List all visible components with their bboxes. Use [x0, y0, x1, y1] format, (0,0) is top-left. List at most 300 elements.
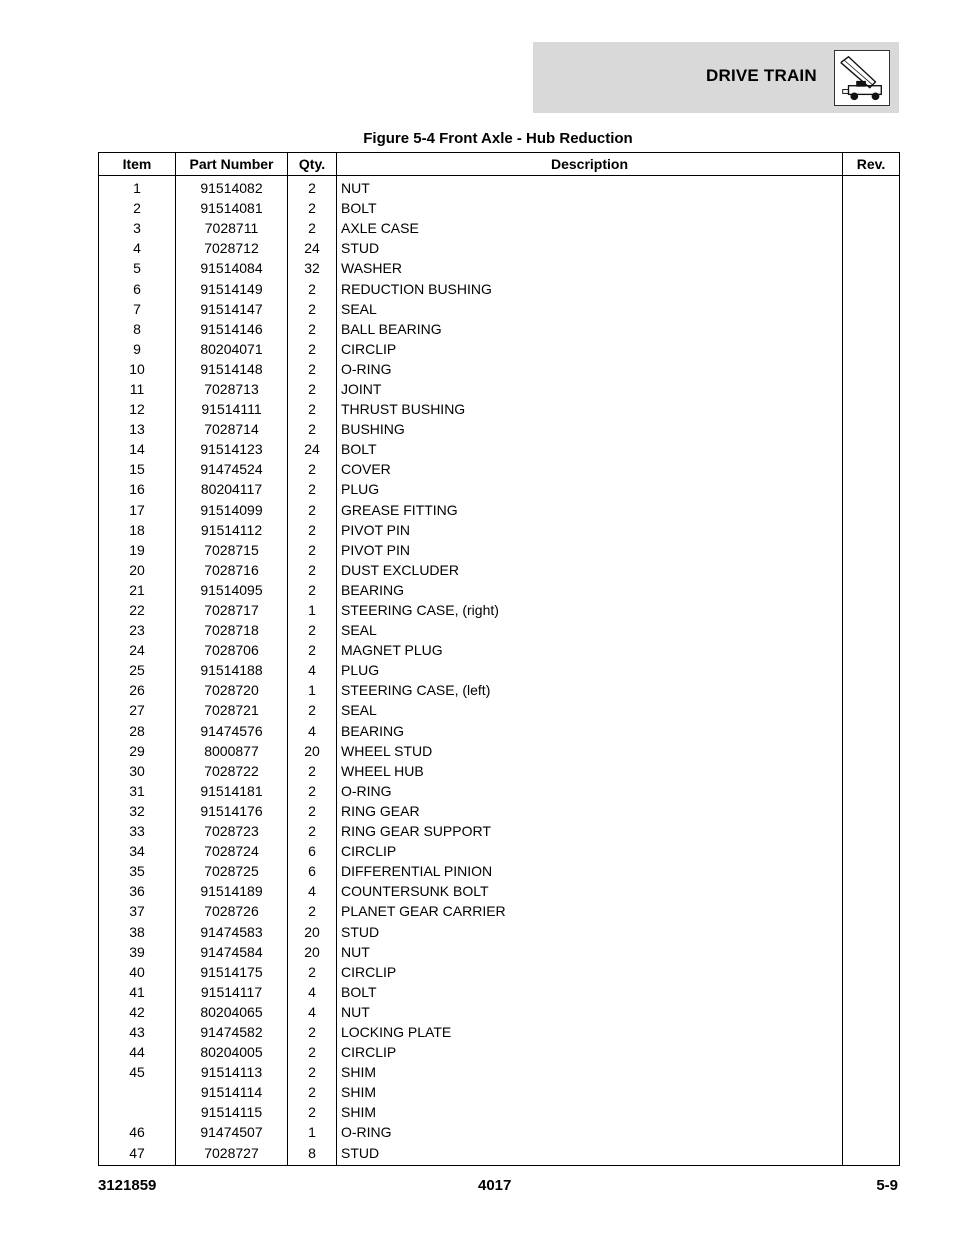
cell-rev	[843, 1022, 900, 1042]
table-row	[99, 901, 900, 921]
cell-item: 41	[99, 982, 176, 1002]
cell-rev	[843, 258, 900, 278]
cell-rev	[843, 620, 900, 640]
cell-part-number: 91514114	[176, 1082, 288, 1102]
cell-rev	[843, 299, 900, 319]
cell-qty: 2	[288, 580, 337, 600]
table-row	[99, 198, 900, 218]
cell-description: STUD	[337, 1143, 843, 1166]
table-row	[99, 1062, 900, 1082]
table-row	[99, 781, 900, 801]
table-row	[99, 942, 900, 962]
cell-rev	[843, 479, 900, 499]
cell-qty: 32	[288, 258, 337, 278]
cell-description: BEARING	[337, 580, 843, 600]
cell-item	[99, 1102, 176, 1122]
table-row	[99, 640, 900, 660]
cell-description: STEERING CASE, (left)	[337, 680, 843, 700]
table-row	[99, 339, 900, 359]
cell-item: 44	[99, 1042, 176, 1062]
cell-qty: 2	[288, 700, 337, 720]
table-row	[99, 600, 900, 620]
cell-qty: 1	[288, 1122, 337, 1142]
cell-qty: 2	[288, 801, 337, 821]
cell-description: NUT	[337, 1002, 843, 1022]
cell-rev	[843, 238, 900, 258]
cell-part-number: 80204117	[176, 479, 288, 499]
table-row	[99, 620, 900, 640]
cell-description: BALL BEARING	[337, 319, 843, 339]
cell-part-number: 91514117	[176, 982, 288, 1002]
cell-description: BOLT	[337, 982, 843, 1002]
cell-item: 10	[99, 359, 176, 379]
cell-part-number: 7028718	[176, 620, 288, 640]
cell-qty: 2	[288, 761, 337, 781]
table-row	[99, 520, 900, 540]
cell-item: 1	[99, 176, 176, 199]
cell-qty: 6	[288, 841, 337, 861]
cell-rev	[843, 1042, 900, 1062]
cell-description: THRUST BUSHING	[337, 399, 843, 419]
table-row	[99, 560, 900, 580]
cell-description: CIRCLIP	[337, 962, 843, 982]
table-row	[99, 359, 900, 379]
table-row	[99, 801, 900, 821]
cell-part-number: 91514099	[176, 500, 288, 520]
cell-part-number: 7028727	[176, 1143, 288, 1166]
cell-rev	[843, 781, 900, 801]
parts-table-body	[99, 176, 900, 1166]
figure-title: Figure 5-4 Front Axle - Hub Reduction	[363, 130, 633, 147]
cell-description: PLUG	[337, 660, 843, 680]
cell-item: 23	[99, 620, 176, 640]
cell-part-number: 7028723	[176, 821, 288, 841]
table-row	[99, 238, 900, 258]
table-row	[99, 176, 900, 199]
cell-description: PIVOT PIN	[337, 520, 843, 540]
cell-description: WHEEL HUB	[337, 761, 843, 781]
cell-description: COVER	[337, 459, 843, 479]
cell-rev	[843, 1002, 900, 1022]
table-row	[99, 700, 900, 720]
cell-description: WASHER	[337, 258, 843, 278]
cell-part-number: 91514181	[176, 781, 288, 801]
table-row	[99, 962, 900, 982]
cell-part-number: 7028713	[176, 379, 288, 399]
cell-description: AXLE CASE	[337, 218, 843, 238]
cell-rev	[843, 1082, 900, 1102]
cell-part-number: 91514112	[176, 520, 288, 540]
table-row	[99, 299, 900, 319]
cell-part-number: 7028712	[176, 238, 288, 258]
table-row	[99, 921, 900, 941]
parts-table	[98, 152, 900, 1166]
cell-qty: 2	[288, 379, 337, 399]
cell-description: SEAL	[337, 620, 843, 640]
cell-rev	[843, 379, 900, 399]
cell-part-number: 91514095	[176, 580, 288, 600]
cell-item: 46	[99, 1122, 176, 1142]
cell-item: 45	[99, 1062, 176, 1082]
cell-part-number: 7028715	[176, 540, 288, 560]
table-row	[99, 1122, 900, 1142]
cell-item: 4	[99, 238, 176, 258]
footer-model: 4017	[478, 1177, 512, 1194]
cell-rev	[843, 218, 900, 238]
cell-description: O-RING	[337, 1122, 843, 1142]
cell-rev	[843, 942, 900, 962]
cell-item: 36	[99, 881, 176, 901]
cell-qty: 4	[288, 660, 337, 680]
cell-rev	[843, 339, 900, 359]
cell-item: 9	[99, 339, 176, 359]
cell-description: REDUCTION BUSHING	[337, 278, 843, 298]
cell-part-number: 80204005	[176, 1042, 288, 1062]
cell-item: 13	[99, 419, 176, 439]
cell-description: STUD	[337, 921, 843, 941]
table-row	[99, 1143, 900, 1166]
cell-description: JOINT	[337, 379, 843, 399]
cell-description: BOLT	[337, 198, 843, 218]
cell-part-number: 80204071	[176, 339, 288, 359]
cell-qty: 4	[288, 721, 337, 741]
table-row	[99, 741, 900, 761]
cell-description: SHIM	[337, 1102, 843, 1122]
cell-qty: 2	[288, 520, 337, 540]
cell-qty: 2	[288, 176, 337, 199]
cell-qty: 2	[288, 218, 337, 238]
cell-qty: 2	[288, 901, 337, 921]
cell-qty: 20	[288, 921, 337, 941]
cell-part-number: 91514115	[176, 1102, 288, 1122]
cell-rev	[843, 419, 900, 439]
cell-item	[99, 1082, 176, 1102]
cell-qty: 24	[288, 439, 337, 459]
cell-part-number: 7028726	[176, 901, 288, 921]
table-row	[99, 881, 900, 901]
column-header-item: Item	[99, 153, 176, 176]
cell-qty: 2	[288, 419, 337, 439]
cell-item: 19	[99, 540, 176, 560]
cell-qty: 2	[288, 640, 337, 660]
cell-part-number: 91474583	[176, 921, 288, 941]
column-header-qty: Qty.	[288, 153, 337, 176]
cell-description: DIFFERENTIAL PINION	[337, 861, 843, 881]
cell-item: 31	[99, 781, 176, 801]
cell-description: PIVOT PIN	[337, 540, 843, 560]
cell-part-number: 91514146	[176, 319, 288, 339]
cell-rev	[843, 700, 900, 720]
cell-item: 12	[99, 399, 176, 419]
cell-rev	[843, 1122, 900, 1142]
cell-description: O-RING	[337, 359, 843, 379]
cell-description: BEARING	[337, 721, 843, 741]
table-row	[99, 982, 900, 1002]
cell-qty: 2	[288, 962, 337, 982]
cell-rev	[843, 580, 900, 600]
cell-description: WHEEL STUD	[337, 741, 843, 761]
cell-rev	[843, 176, 900, 199]
cell-part-number: 91514175	[176, 962, 288, 982]
cell-description: CIRCLIP	[337, 841, 843, 861]
cell-description: BOLT	[337, 439, 843, 459]
cell-rev	[843, 540, 900, 560]
cell-part-number: 91514081	[176, 198, 288, 218]
cell-qty: 2	[288, 781, 337, 801]
cell-rev	[843, 319, 900, 339]
table-row	[99, 1102, 900, 1122]
cell-description: SEAL	[337, 700, 843, 720]
cell-item: 38	[99, 921, 176, 941]
cell-qty: 2	[288, 1022, 337, 1042]
cell-part-number: 91474524	[176, 459, 288, 479]
cell-qty: 1	[288, 600, 337, 620]
cell-description: NUT	[337, 176, 843, 199]
cell-rev	[843, 721, 900, 741]
cell-item: 5	[99, 258, 176, 278]
cell-item: 42	[99, 1002, 176, 1022]
table-row	[99, 861, 900, 881]
cell-description: STEERING CASE, (right)	[337, 600, 843, 620]
cell-description: COUNTERSUNK BOLT	[337, 881, 843, 901]
cell-rev	[843, 640, 900, 660]
cell-qty: 2	[288, 399, 337, 419]
cell-qty: 2	[288, 620, 337, 640]
cell-rev	[843, 1062, 900, 1082]
section-title: DRIVE TRAIN	[706, 66, 817, 85]
cell-part-number: 91474507	[176, 1122, 288, 1142]
cell-rev	[843, 660, 900, 680]
cell-qty: 24	[288, 238, 337, 258]
cell-part-number: 91514188	[176, 660, 288, 680]
cell-qty: 2	[288, 500, 337, 520]
cell-qty: 2	[288, 1082, 337, 1102]
cell-qty: 2	[288, 1102, 337, 1122]
cell-description: DUST EXCLUDER	[337, 560, 843, 580]
cell-part-number: 80204065	[176, 1002, 288, 1022]
cell-description: SHIM	[337, 1062, 843, 1082]
cell-item: 30	[99, 761, 176, 781]
cell-description: O-RING	[337, 781, 843, 801]
cell-item: 14	[99, 439, 176, 459]
table-row	[99, 379, 900, 399]
cell-part-number: 91514189	[176, 881, 288, 901]
table-row	[99, 761, 900, 781]
table-row	[99, 540, 900, 560]
cell-part-number: 7028706	[176, 640, 288, 660]
cell-part-number: 7028714	[176, 419, 288, 439]
table-row	[99, 1022, 900, 1042]
cell-item: 33	[99, 821, 176, 841]
cell-item: 29	[99, 741, 176, 761]
cell-qty: 2	[288, 319, 337, 339]
cell-rev	[843, 801, 900, 821]
table-row	[99, 1042, 900, 1062]
cell-item: 35	[99, 861, 176, 881]
table-row	[99, 399, 900, 419]
cell-rev	[843, 600, 900, 620]
cell-rev	[843, 560, 900, 580]
cell-qty: 2	[288, 1042, 337, 1062]
cell-item: 22	[99, 600, 176, 620]
table-header-row	[99, 153, 900, 176]
cell-item: 40	[99, 962, 176, 982]
cell-item: 43	[99, 1022, 176, 1042]
cell-item: 28	[99, 721, 176, 741]
cell-rev	[843, 459, 900, 479]
cell-item: 7	[99, 299, 176, 319]
drive-train-icon	[834, 50, 890, 106]
cell-part-number: 91474584	[176, 942, 288, 962]
cell-qty: 2	[288, 339, 337, 359]
table-row	[99, 479, 900, 499]
cell-item: 47	[99, 1143, 176, 1166]
cell-rev	[843, 1102, 900, 1122]
table-row	[99, 821, 900, 841]
cell-part-number: 91514113	[176, 1062, 288, 1082]
cell-part-number: 7028716	[176, 560, 288, 580]
cell-part-number: 7028722	[176, 761, 288, 781]
cell-part-number: 8000877	[176, 741, 288, 761]
cell-item: 18	[99, 520, 176, 540]
table-row	[99, 721, 900, 741]
cell-description: CIRCLIP	[337, 339, 843, 359]
cell-item: 16	[99, 479, 176, 499]
cell-part-number: 91514111	[176, 399, 288, 419]
cell-qty: 2	[288, 540, 337, 560]
cell-qty: 6	[288, 861, 337, 881]
cell-qty: 2	[288, 459, 337, 479]
cell-rev	[843, 982, 900, 1002]
cell-part-number: 91514148	[176, 359, 288, 379]
cell-description: RING GEAR	[337, 801, 843, 821]
cell-qty: 2	[288, 821, 337, 841]
cell-rev	[843, 841, 900, 861]
cell-description: BUSHING	[337, 419, 843, 439]
cell-rev	[843, 881, 900, 901]
cell-item: 27	[99, 700, 176, 720]
cell-item: 39	[99, 942, 176, 962]
cell-item: 20	[99, 560, 176, 580]
cell-part-number: 91474582	[176, 1022, 288, 1042]
cell-qty: 1	[288, 680, 337, 700]
cell-rev	[843, 520, 900, 540]
cell-description: RING GEAR SUPPORT	[337, 821, 843, 841]
table-row	[99, 258, 900, 278]
cell-item: 26	[99, 680, 176, 700]
cell-description: PLUG	[337, 479, 843, 499]
cell-item: 25	[99, 660, 176, 680]
cell-qty: 4	[288, 881, 337, 901]
cell-qty: 2	[288, 299, 337, 319]
cell-part-number: 7028724	[176, 841, 288, 861]
cell-item: 8	[99, 319, 176, 339]
table-row	[99, 500, 900, 520]
cell-qty: 20	[288, 942, 337, 962]
cell-item: 21	[99, 580, 176, 600]
cell-rev	[843, 861, 900, 881]
cell-rev	[843, 901, 900, 921]
cell-description: LOCKING PLATE	[337, 1022, 843, 1042]
cell-part-number: 91514147	[176, 299, 288, 319]
cell-qty: 2	[288, 1062, 337, 1082]
cell-item: 2	[99, 198, 176, 218]
cell-description: GREASE FITTING	[337, 500, 843, 520]
cell-rev	[843, 278, 900, 298]
cell-item: 3	[99, 218, 176, 238]
cell-rev	[843, 821, 900, 841]
cell-item: 17	[99, 500, 176, 520]
cell-rev	[843, 399, 900, 419]
table-row	[99, 439, 900, 459]
cell-rev	[843, 359, 900, 379]
cell-qty: 4	[288, 1002, 337, 1022]
cell-description: CIRCLIP	[337, 1042, 843, 1062]
column-header-rev: Rev.	[843, 153, 900, 176]
cell-rev	[843, 741, 900, 761]
cell-item: 24	[99, 640, 176, 660]
column-header-description: Description	[337, 153, 843, 176]
cell-description: STUD	[337, 238, 843, 258]
cell-part-number: 7028720	[176, 680, 288, 700]
cell-qty: 2	[288, 198, 337, 218]
cell-rev	[843, 500, 900, 520]
cell-rev	[843, 1143, 900, 1166]
table-row	[99, 319, 900, 339]
cell-part-number: 91514082	[176, 176, 288, 199]
cell-qty: 20	[288, 741, 337, 761]
cell-qty: 2	[288, 560, 337, 580]
table-row	[99, 841, 900, 861]
cell-part-number: 7028725	[176, 861, 288, 881]
cell-qty: 8	[288, 1143, 337, 1166]
footer-page-number: 5-9	[876, 1177, 898, 1194]
cell-part-number: 7028717	[176, 600, 288, 620]
table-row	[99, 680, 900, 700]
table-row	[99, 660, 900, 680]
table-row	[99, 1002, 900, 1022]
cell-item: 37	[99, 901, 176, 921]
cell-part-number: 91514084	[176, 258, 288, 278]
cell-rev	[843, 680, 900, 700]
cell-rev	[843, 962, 900, 982]
column-header-part-number: Part Number	[176, 153, 288, 176]
table-row	[99, 278, 900, 298]
cell-part-number: 91514176	[176, 801, 288, 821]
cell-part-number: 91514149	[176, 278, 288, 298]
cell-description: SHIM	[337, 1082, 843, 1102]
table-row	[99, 580, 900, 600]
cell-item: 32	[99, 801, 176, 821]
cell-description: MAGNET PLUG	[337, 640, 843, 660]
cell-rev	[843, 921, 900, 941]
cell-qty: 4	[288, 982, 337, 1002]
cell-part-number: 7028721	[176, 700, 288, 720]
cell-part-number: 7028711	[176, 218, 288, 238]
footer-doc-number: 3121859	[98, 1177, 157, 1194]
cell-qty: 2	[288, 479, 337, 499]
cell-item: 34	[99, 841, 176, 861]
cell-item: 15	[99, 459, 176, 479]
table-row	[99, 419, 900, 439]
cell-description: NUT	[337, 942, 843, 962]
cell-item: 6	[99, 278, 176, 298]
cell-part-number: 91474576	[176, 721, 288, 741]
cell-description: PLANET GEAR CARRIER	[337, 901, 843, 921]
cell-part-number: 91514123	[176, 439, 288, 459]
table-row	[99, 1082, 900, 1102]
cell-rev	[843, 198, 900, 218]
